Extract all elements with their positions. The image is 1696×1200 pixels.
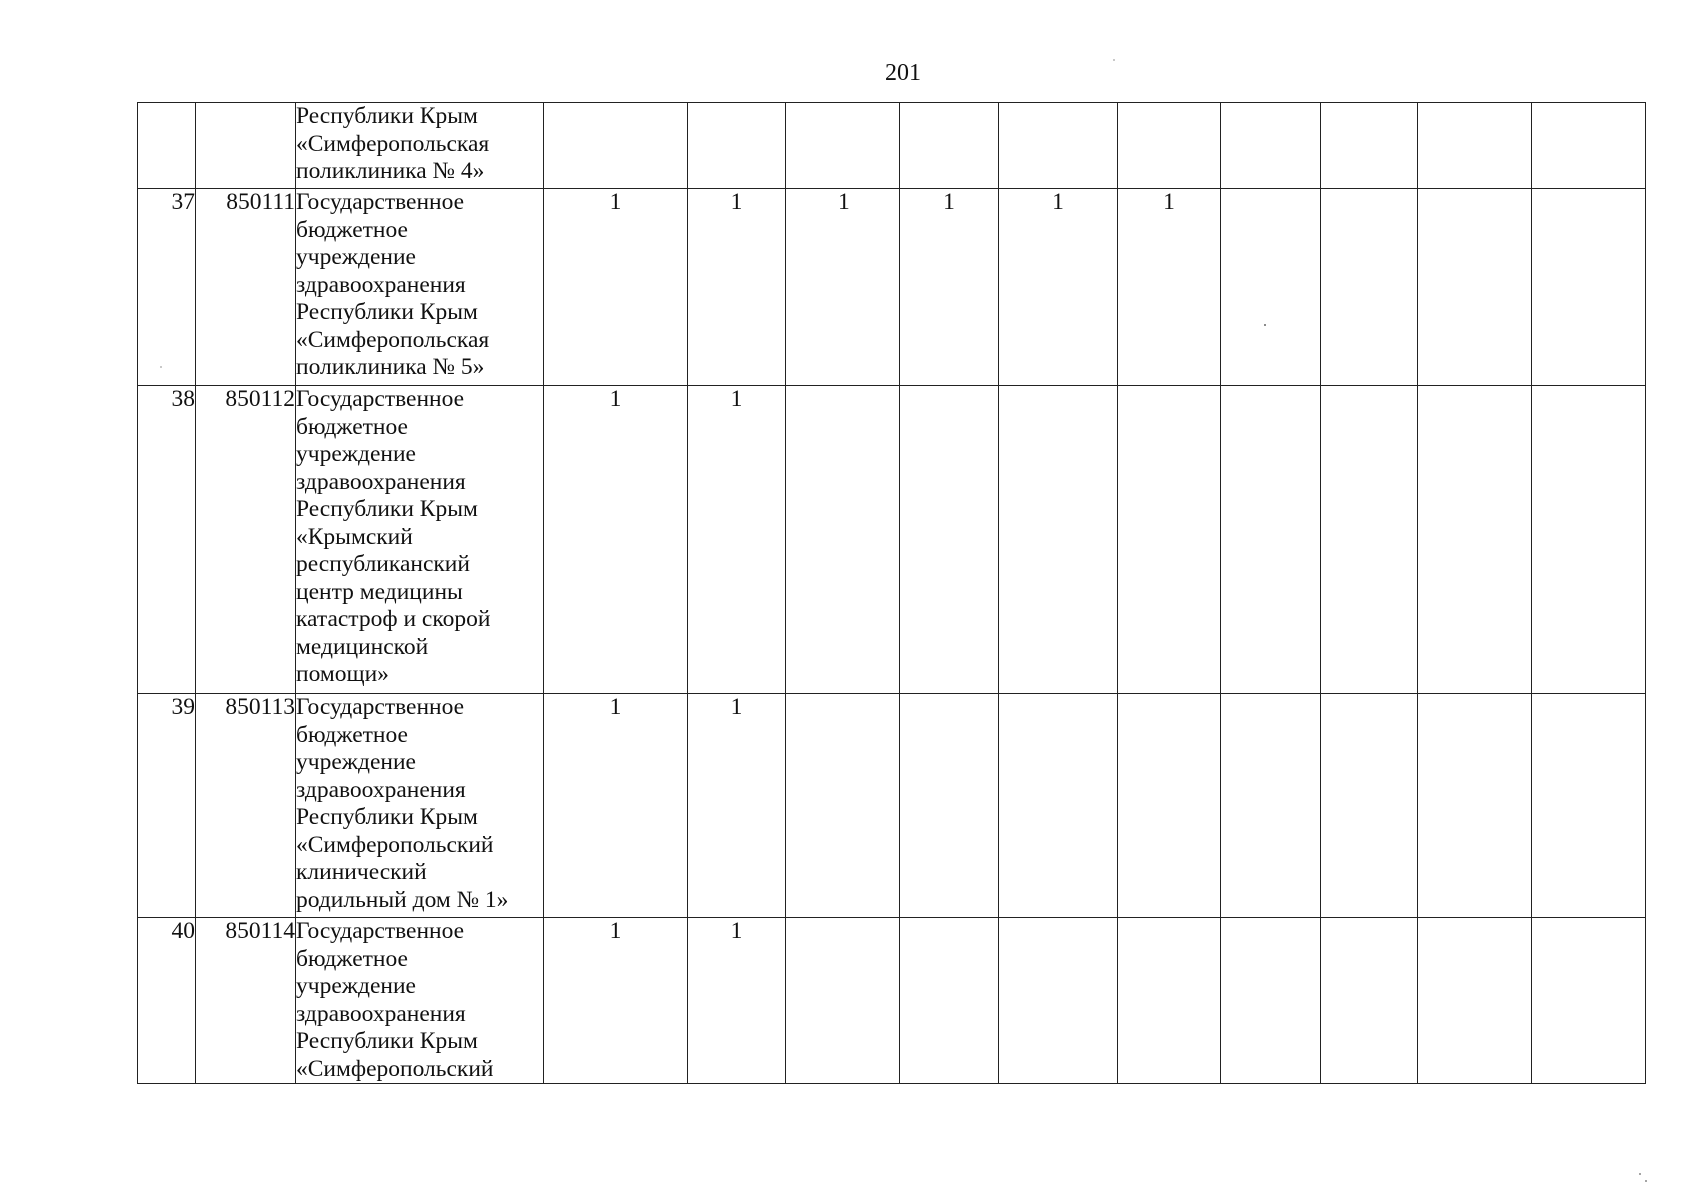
value-cell	[900, 918, 999, 1084]
value-cell	[688, 103, 786, 189]
name-line: «Симферопольский	[296, 831, 494, 858]
name-line: центр медицины	[296, 578, 463, 605]
value-cell	[786, 386, 900, 694]
value-cell	[1221, 189, 1321, 386]
value-cell: 1	[688, 918, 786, 1084]
name-line: Республики Крым	[296, 1028, 478, 1054]
name-line: республиканский	[296, 551, 470, 577]
row-number-cell: 38	[138, 386, 196, 694]
institution-name-cell	[296, 103, 544, 189]
value-cell: 1	[544, 694, 688, 918]
name-line: Государственное	[296, 189, 465, 215]
name-line: бюджетное	[296, 413, 408, 440]
scan-speck	[1645, 1180, 1647, 1182]
name-line: учреждение	[296, 749, 416, 775]
page-number: 201	[885, 60, 921, 86]
value-cell	[900, 103, 999, 189]
table-row	[138, 189, 1646, 386]
value-cell: 1	[688, 694, 786, 918]
code-cell	[196, 103, 296, 189]
row-number-cell: 39	[138, 694, 196, 918]
value-cell: 1	[1118, 189, 1221, 386]
name-line: здравоохранения	[296, 1000, 466, 1027]
table-row	[138, 918, 1646, 1084]
name-line: учреждение	[296, 973, 416, 999]
value-cell	[1532, 918, 1646, 1084]
value-cell	[786, 918, 900, 1084]
name-line: «Симферопольская	[296, 326, 490, 353]
value-cell	[999, 386, 1118, 694]
scan-speck	[1639, 1173, 1641, 1175]
name-line: Государственное	[296, 694, 465, 720]
value-cell: 1	[544, 386, 688, 694]
value-cell	[1418, 694, 1532, 918]
value-cell: 1	[544, 918, 688, 1084]
value-cell	[1221, 694, 1321, 918]
value-cell	[1321, 103, 1418, 189]
row-number-cell: 40	[138, 918, 196, 1084]
name-line: бюджетное	[296, 945, 408, 972]
value-cell: 1	[544, 189, 688, 386]
scan-speck	[160, 366, 162, 368]
value-cell	[1418, 918, 1532, 1084]
institution-name-cell	[296, 189, 544, 386]
name-line: Республики Крым	[296, 103, 478, 129]
name-line: медицинской	[296, 633, 429, 660]
name-line: бюджетное	[296, 216, 408, 243]
value-cell	[999, 918, 1118, 1084]
value-cell	[544, 103, 688, 189]
value-cell	[1418, 103, 1532, 189]
institution-name-cell	[296, 694, 544, 918]
value-cell	[1221, 918, 1321, 1084]
value-cell: 1	[999, 189, 1118, 386]
value-cell	[1418, 189, 1532, 386]
name-line: учреждение	[296, 441, 416, 467]
value-cell	[1221, 386, 1321, 694]
value-cell	[1118, 103, 1221, 189]
value-cell	[1118, 694, 1221, 918]
name-line: родильный дом № 1»	[296, 886, 509, 913]
name-line: здравоохранения	[296, 776, 466, 803]
value-cell	[786, 694, 900, 918]
value-cell	[900, 386, 999, 694]
value-cell	[1532, 103, 1646, 189]
value-cell	[999, 694, 1118, 918]
value-cell	[1418, 386, 1532, 694]
value-cell	[1321, 694, 1418, 918]
name-line: Республики Крым	[296, 804, 478, 830]
name-line: здравоохранения	[296, 468, 466, 495]
value-cell	[1221, 103, 1321, 189]
scan-speck	[1113, 59, 1115, 61]
value-cell	[1532, 386, 1646, 694]
value-cell	[1321, 189, 1418, 386]
table-row	[138, 103, 1646, 189]
value-cell	[1532, 694, 1646, 918]
name-line: помощи»	[296, 661, 389, 687]
scan-speck	[1264, 324, 1266, 326]
value-cell: 1	[688, 386, 786, 694]
name-line: здравоохранения	[296, 271, 466, 298]
value-cell	[1321, 386, 1418, 694]
value-cell	[1532, 189, 1646, 386]
value-cell	[786, 103, 900, 189]
value-cell	[900, 694, 999, 918]
name-line: Республики Крым	[296, 299, 478, 325]
value-cell: 1	[900, 189, 999, 386]
institution-name-cell	[296, 918, 544, 1084]
table-row	[138, 694, 1646, 918]
name-line: «Симферопольский	[296, 1055, 494, 1082]
table-body	[138, 103, 1646, 1084]
code-cell: 850113	[196, 694, 296, 918]
value-cell: 1	[786, 189, 900, 386]
row-number-cell	[138, 103, 196, 189]
value-cell	[1118, 918, 1221, 1084]
name-line: Республики Крым	[296, 496, 478, 522]
value-cell	[1118, 386, 1221, 694]
value-cell: 1	[688, 189, 786, 386]
name-line: бюджетное	[296, 721, 408, 748]
table-row	[138, 386, 1646, 694]
code-cell: 850111	[196, 189, 296, 386]
name-line: Государственное	[296, 918, 465, 944]
name-line: клинический	[296, 859, 427, 885]
facilities-table	[137, 102, 1646, 1084]
name-line: катастроф и скорой	[296, 606, 491, 632]
name-line: учреждение	[296, 244, 416, 270]
value-cell	[1321, 918, 1418, 1084]
institution-name-cell	[296, 386, 544, 694]
name-line: «Крымский	[296, 523, 413, 550]
row-number-cell: 37	[138, 189, 196, 386]
name-line: «Симферопольская	[296, 130, 490, 157]
name-line: поликлиника № 4»	[296, 158, 485, 184]
name-line: Государственное	[296, 386, 465, 412]
code-cell: 850112	[196, 386, 296, 694]
code-cell: 850114	[196, 918, 296, 1084]
name-line: поликлиника № 5»	[296, 354, 485, 380]
value-cell	[999, 103, 1118, 189]
